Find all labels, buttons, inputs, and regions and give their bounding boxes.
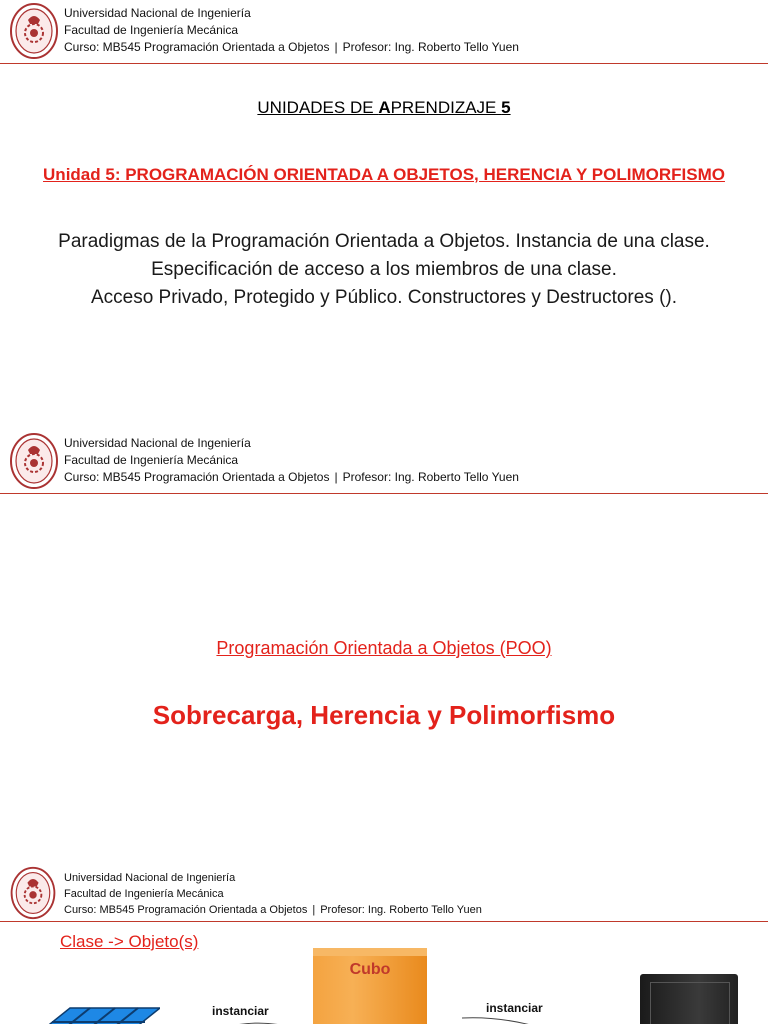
poo-subtitle: Programación Orientada a Objetos (POO) bbox=[216, 638, 552, 658]
description-line: Acceso Privado, Protegido y Público. Constructores y Destructores (). bbox=[90, 287, 678, 308]
curved-arrow-right-icon bbox=[460, 1014, 550, 1024]
header-university: Universidad Nacional de Ingeniería bbox=[64, 436, 251, 450]
university-seal-icon bbox=[10, 2, 58, 60]
university-seal-icon bbox=[10, 866, 56, 920]
learning-units-title bbox=[0, 98, 768, 118]
university-seal-icon bbox=[10, 432, 58, 490]
class-cube-top bbox=[313, 948, 427, 956]
safe-door bbox=[650, 982, 730, 1024]
header-separator: | bbox=[334, 40, 338, 54]
unit-description bbox=[0, 228, 768, 312]
description-line: Paradigmas de la Programación Orientada a Objetos. Instancia de una clase. bbox=[58, 231, 710, 252]
header-professor: Profesor: Ing. Roberto Tello Yuen bbox=[342, 470, 519, 484]
rubik-cube-icon bbox=[40, 1002, 160, 1024]
class-object-heading: Clase -> Objeto(s) bbox=[60, 932, 199, 951]
header-course: Curso: MB545 Programación Orientada a Objetos bbox=[64, 40, 330, 54]
header-professor: Profesor: Ing. Roberto Tello Yuen bbox=[342, 40, 519, 54]
slide-3 bbox=[0, 864, 768, 1024]
slide-header bbox=[0, 0, 768, 64]
header-course-line bbox=[64, 902, 482, 918]
instantiate-right-label: instanciar bbox=[486, 1001, 543, 1015]
header-course-line bbox=[64, 469, 519, 486]
slide-2 bbox=[0, 430, 768, 840]
title-number: 5 bbox=[501, 98, 511, 117]
title-rest: PRENDIZAJE bbox=[390, 98, 502, 117]
header-faculty: Facultad de Ingeniería Mecánica bbox=[64, 888, 224, 900]
header-separator: | bbox=[312, 904, 316, 916]
header-university: Universidad Nacional de Ingeniería bbox=[64, 6, 251, 20]
header-university: Universidad Nacional de Ingeniería bbox=[64, 872, 236, 884]
header-course-line bbox=[64, 39, 519, 56]
slide-1 bbox=[0, 0, 768, 420]
cube-label: Cubo bbox=[349, 961, 391, 978]
main-title: Sobrecarga, Herencia y Polimorfismo bbox=[152, 700, 616, 730]
header-professor: Profesor: Ing. Roberto Tello Yuen bbox=[320, 904, 482, 916]
slide-header bbox=[0, 430, 768, 494]
title-bold-letter: A bbox=[378, 98, 391, 117]
header-faculty: Facultad de Ingeniería Mecánica bbox=[64, 453, 239, 467]
header-separator: | bbox=[334, 470, 338, 484]
slide-header bbox=[0, 864, 768, 922]
curved-arrow-left-icon bbox=[208, 1018, 288, 1024]
header-faculty: Facultad de Ingeniería Mecánica bbox=[64, 23, 239, 37]
unit-title: Unidad 5: PROGRAMACIÓN ORIENTADA A OBJETOS, HERENCIA Y POLIMORFISMO bbox=[43, 165, 725, 184]
title-prefix: UNIDADES DE bbox=[257, 98, 379, 117]
instantiate-left-label: instanciar bbox=[212, 1004, 269, 1018]
header-course: Curso: MB545 Programación Orientada a Objetos bbox=[64, 470, 330, 484]
description-line: Especificación de acceso a los miembros de una clase. bbox=[151, 259, 617, 280]
header-course: Curso: MB545 Programación Orientada a Objetos bbox=[64, 904, 308, 916]
